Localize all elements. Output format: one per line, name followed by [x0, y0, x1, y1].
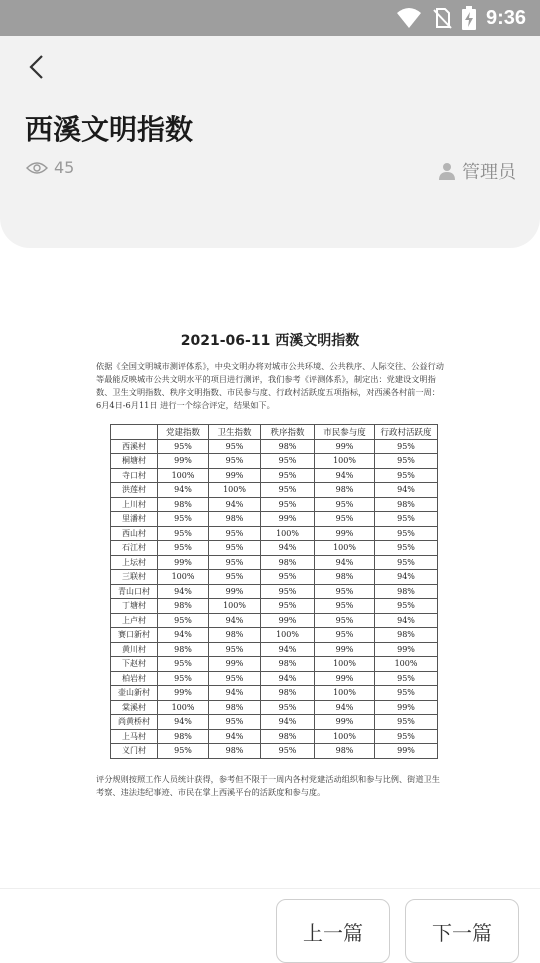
index-value-cell: 100%	[315, 541, 375, 556]
index-value-cell: 94%	[375, 613, 438, 628]
index-value-cell: 95%	[375, 599, 438, 614]
view-count	[26, 158, 74, 177]
table-column-header: 市民参与度	[315, 425, 375, 440]
article-header	[0, 36, 540, 248]
index-value-cell: 98%	[315, 483, 375, 498]
village-name-cell: 下赵村	[111, 657, 158, 672]
index-value-cell: 95%	[315, 628, 375, 643]
index-value-cell: 95%	[158, 512, 209, 527]
index-value-cell: 100%	[315, 686, 375, 701]
index-value-cell: 95%	[375, 686, 438, 701]
article-title: 西溪文明指数	[25, 113, 194, 146]
document-title: 2021-06-11 西溪文明指数	[180, 333, 360, 349]
index-value-cell: 100%	[375, 657, 438, 672]
index-value-cell: 95%	[375, 541, 438, 556]
index-value-cell: 100%	[209, 483, 261, 498]
index-value-cell: 95%	[209, 555, 261, 570]
table-column-header	[111, 425, 158, 440]
table-column-header: 卫生指数	[209, 425, 261, 440]
index-value-cell: 94%	[375, 570, 438, 585]
table-row	[111, 555, 438, 570]
table-row	[111, 671, 438, 686]
table-row	[111, 686, 438, 701]
table-row	[111, 584, 438, 599]
back-button[interactable]	[24, 52, 52, 82]
index-value-cell: 95%	[315, 512, 375, 527]
index-value-cell: 95%	[158, 439, 209, 454]
index-value-cell: 95%	[209, 570, 261, 585]
index-value-cell: 99%	[261, 512, 315, 527]
index-value-cell: 94%	[315, 700, 375, 715]
author	[438, 158, 516, 184]
village-name-cell: 上马村	[111, 729, 158, 744]
index-value-cell: 95%	[375, 468, 438, 483]
table-row	[111, 483, 438, 498]
table-row	[111, 599, 438, 614]
status-bar	[0, 0, 540, 36]
village-name-cell: 义门村	[111, 744, 158, 759]
village-name-cell: 寺口村	[111, 468, 158, 483]
wifi-icon	[396, 7, 422, 29]
battery-charging-icon	[462, 6, 476, 30]
index-value-cell: 99%	[261, 613, 315, 628]
index-value-cell: 99%	[209, 468, 261, 483]
index-value-cell: 95%	[375, 454, 438, 469]
village-name-cell: 上卢村	[111, 613, 158, 628]
status-time: 9:36	[485, 6, 526, 29]
index-value-cell: 99%	[158, 555, 209, 570]
index-value-cell: 98%	[158, 497, 209, 512]
index-value-cell: 98%	[209, 700, 261, 715]
index-value-cell: 94%	[261, 541, 315, 556]
index-value-cell: 95%	[261, 497, 315, 512]
index-value-cell: 98%	[209, 512, 261, 527]
index-value-cell: 98%	[261, 657, 315, 672]
index-value-cell: 98%	[158, 642, 209, 657]
index-value-cell: 95%	[158, 541, 209, 556]
village-name-cell: 里潘村	[111, 512, 158, 527]
table-row	[111, 541, 438, 556]
index-value-cell: 95%	[315, 497, 375, 512]
index-value-cell: 94%	[375, 483, 438, 498]
table-column-header: 秩序指数	[261, 425, 315, 440]
index-value-cell: 100%	[158, 570, 209, 585]
index-value-cell: 95%	[209, 715, 261, 730]
prev-article-button[interactable]: 上一篇	[276, 899, 390, 963]
index-value-cell: 98%	[375, 584, 438, 599]
table-column-header: 行政村活跃度	[375, 425, 438, 440]
index-value-cell: 99%	[315, 526, 375, 541]
table-row	[111, 744, 438, 759]
village-name-cell: 三联村	[111, 570, 158, 585]
index-value-cell: 95%	[375, 715, 438, 730]
next-article-button[interactable]: 下一篇	[405, 899, 519, 963]
village-name-cell: 柏岩村	[111, 671, 158, 686]
index-value-cell: 100%	[158, 468, 209, 483]
index-value-cell: 98%	[261, 555, 315, 570]
document-image	[80, 330, 460, 797]
chevron-left-icon	[24, 52, 52, 82]
index-value-cell: 95%	[375, 671, 438, 686]
index-value-cell: 100%	[315, 454, 375, 469]
index-value-cell: 95%	[261, 454, 315, 469]
index-value-cell: 100%	[158, 700, 209, 715]
bottom-bar	[0, 888, 540, 961]
index-value-cell: 94%	[209, 613, 261, 628]
index-value-cell: 94%	[315, 468, 375, 483]
index-value-cell: 98%	[375, 628, 438, 643]
index-value-cell: 94%	[209, 686, 261, 701]
index-value-cell: 95%	[315, 613, 375, 628]
index-value-cell: 95%	[315, 584, 375, 599]
index-value-cell: 95%	[261, 468, 315, 483]
index-value-cell: 95%	[261, 483, 315, 498]
index-value-cell: 95%	[158, 744, 209, 759]
village-name-cell: 洪莲村	[111, 483, 158, 498]
table-row	[111, 613, 438, 628]
index-value-cell: 99%	[158, 686, 209, 701]
index-value-cell: 100%	[315, 657, 375, 672]
index-value-cell: 94%	[261, 671, 315, 686]
index-value-cell: 100%	[209, 599, 261, 614]
table-row	[111, 570, 438, 585]
index-value-cell: 99%	[315, 642, 375, 657]
index-value-cell: 98%	[375, 497, 438, 512]
table-row	[111, 642, 438, 657]
village-name-cell: 石江村	[111, 541, 158, 556]
table-row	[111, 700, 438, 715]
index-value-cell: 98%	[315, 744, 375, 759]
table-row	[111, 439, 438, 454]
index-value-cell: 94%	[261, 642, 315, 657]
village-name-cell: 棠溪村	[111, 700, 158, 715]
index-value-cell: 95%	[209, 454, 261, 469]
index-value-cell: 94%	[261, 715, 315, 730]
index-value-cell: 95%	[209, 642, 261, 657]
index-value-cell: 99%	[315, 671, 375, 686]
index-value-cell: 99%	[209, 657, 261, 672]
index-value-cell: 100%	[315, 729, 375, 744]
index-value-cell: 95%	[375, 439, 438, 454]
table-header	[111, 425, 438, 440]
table-row	[111, 715, 438, 730]
village-name-cell: 黄川村	[111, 642, 158, 657]
index-value-cell: 94%	[158, 715, 209, 730]
index-value-cell: 99%	[375, 642, 438, 657]
index-value-cell: 95%	[261, 744, 315, 759]
document-intro: 依据《全国文明城市测评体系》，中央文明办将对城市公共环境、公共秩序、人际交往、公益行动等最能反映城市公共文明水平的项目进行测评，我们参考《评测体系》，制定出：党建设文明指数、卫生文明指数、秩序文明指数、市民参与度、行政村活跃度五项指标，对西溪各村前一周：6月4日-6月11日 进行一个综合评定，结果如下。	[96, 361, 444, 410]
index-value-cell: 98%	[158, 729, 209, 744]
village-name-cell: 上坛村	[111, 555, 158, 570]
village-name-cell: 桐塘村	[111, 454, 158, 469]
index-value-cell: 94%	[158, 584, 209, 599]
eye-icon	[26, 161, 48, 175]
index-value-cell: 99%	[315, 715, 375, 730]
index-value-cell: 99%	[375, 700, 438, 715]
index-value-cell: 95%	[261, 700, 315, 715]
index-value-cell: 95%	[375, 512, 438, 527]
index-value-cell: 95%	[375, 526, 438, 541]
index-value-cell: 98%	[209, 744, 261, 759]
table-row	[111, 526, 438, 541]
table-row	[111, 729, 438, 744]
village-name-cell: 西山村	[111, 526, 158, 541]
index-value-cell: 95%	[375, 555, 438, 570]
index-value-cell: 95%	[158, 671, 209, 686]
document-footnote: 评分规则按照工作人员统计获得，参考但不限于一周内各村党建活动组织和参与比例、街道卫生考察、违法违纪事迹、市民在掌上西溪平台的活跃度和参与度。	[96, 773, 440, 797]
index-value-cell: 95%	[158, 526, 209, 541]
table-row	[111, 512, 438, 527]
index-value-cell: 100%	[261, 628, 315, 643]
village-name-cell: 尚黄桥村	[111, 715, 158, 730]
village-name-cell: 西溪村	[111, 439, 158, 454]
index-value-cell: 95%	[315, 599, 375, 614]
index-value-cell: 94%	[158, 628, 209, 643]
index-table	[110, 424, 438, 759]
index-value-cell: 95%	[375, 729, 438, 744]
table-column-header: 党建指数	[158, 425, 209, 440]
status-icons	[396, 6, 526, 30]
author-name: 管理员	[462, 162, 516, 183]
village-name-cell: 青山口村	[111, 584, 158, 599]
view-count-value: 45	[54, 158, 75, 177]
index-value-cell: 98%	[158, 599, 209, 614]
index-value-cell: 95%	[209, 541, 261, 556]
index-value-cell: 100%	[261, 526, 315, 541]
index-value-cell: 99%	[375, 744, 438, 759]
village-name-cell: 丁塘村	[111, 599, 158, 614]
index-value-cell: 95%	[158, 657, 209, 672]
user-icon	[438, 162, 456, 180]
index-value-cell: 98%	[261, 439, 315, 454]
index-value-cell: 94%	[158, 483, 209, 498]
index-value-cell: 95%	[158, 613, 209, 628]
village-name-cell: 壶山新村	[111, 686, 158, 701]
index-value-cell: 95%	[261, 584, 315, 599]
village-name-cell: 上川村	[111, 497, 158, 512]
table-body	[111, 439, 438, 758]
index-value-cell: 95%	[209, 671, 261, 686]
index-value-cell: 95%	[261, 599, 315, 614]
index-value-cell: 99%	[158, 454, 209, 469]
index-value-cell: 98%	[261, 729, 315, 744]
index-value-cell: 98%	[315, 570, 375, 585]
table-row	[111, 497, 438, 512]
table-row	[111, 657, 438, 672]
table-row	[111, 454, 438, 469]
index-value-cell: 95%	[209, 526, 261, 541]
index-value-cell: 98%	[261, 686, 315, 701]
index-value-cell: 98%	[209, 628, 261, 643]
index-value-cell: 99%	[209, 584, 261, 599]
village-name-cell: 赛口新村	[111, 628, 158, 643]
table-row	[111, 628, 438, 643]
index-value-cell: 95%	[261, 570, 315, 585]
index-value-cell: 94%	[209, 497, 261, 512]
no-sim-icon	[432, 7, 452, 29]
index-value-cell: 94%	[209, 729, 261, 744]
index-value-cell: 94%	[315, 555, 375, 570]
index-value-cell: 95%	[209, 439, 261, 454]
table-row	[111, 468, 438, 483]
index-value-cell: 99%	[315, 439, 375, 454]
